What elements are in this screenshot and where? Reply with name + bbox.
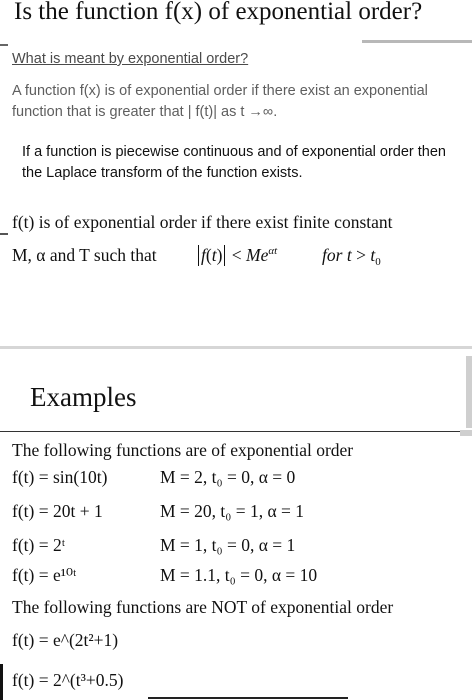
slide-title: Is the function f(x) of exponential order? [14, 0, 423, 25]
slide-edge [466, 356, 472, 428]
example-params-1: M = 2, t₀ = 0, α = 0 [160, 467, 296, 487]
examples-rule [0, 431, 460, 432]
example-function-3: f(t) = 2ᵗ [12, 535, 66, 555]
example-function-2: f(t) = 20t + 1 [12, 501, 103, 521]
condition-formula: for $t > t_0$ [322, 245, 381, 268]
definition-line-2: M, α and T such that [12, 245, 157, 265]
slide-separator [0, 346, 472, 349]
question-text: A function f(x) is of exponential order if there exist an exponential function that is greater that | f(t)| as t →∞. [12, 83, 428, 120]
example-params-3: M = 1, t₀ = 0, α = 1 [160, 535, 296, 555]
not-exponential-heading: The following functions are NOT of exponential order [12, 597, 394, 617]
examples-heading: The following functions are of exponential order [12, 440, 354, 460]
definition-line-1: f(t) is of exponential order if there exist finite constant [12, 212, 393, 232]
not-example-function-2: f(t) = 2^(t³+0.5) [12, 670, 124, 690]
left-marker [0, 44, 8, 46]
example-function-1: f(t) = sin(10t) [12, 467, 108, 487]
left-marker-2 [0, 233, 8, 235]
left-bar [0, 664, 3, 700]
title-rule [362, 40, 472, 43]
example-function-4: f(t) = e¹⁰ᵗ [12, 565, 77, 585]
bottom-rule [148, 697, 348, 699]
inequality-formula: $f(t) < Me^{\alpha t}$ [196, 243, 277, 267]
examples-title: Examples [30, 382, 137, 412]
example-params-4: M = 1.1, t₀ = 0, α = 10 [160, 565, 318, 585]
question-heading: What is meant by exponential order? [12, 51, 249, 67]
piecewise-note: If a function is piecewise continuous and of exponential order then the Laplace transform of the function exists. [22, 144, 446, 181]
example-params-2: M = 20, t₀ = 1, α = 1 [160, 501, 305, 521]
not-example-function-1: f(t) = e^(2t²+1) [12, 630, 119, 650]
examples-rule-accent [460, 430, 472, 436]
